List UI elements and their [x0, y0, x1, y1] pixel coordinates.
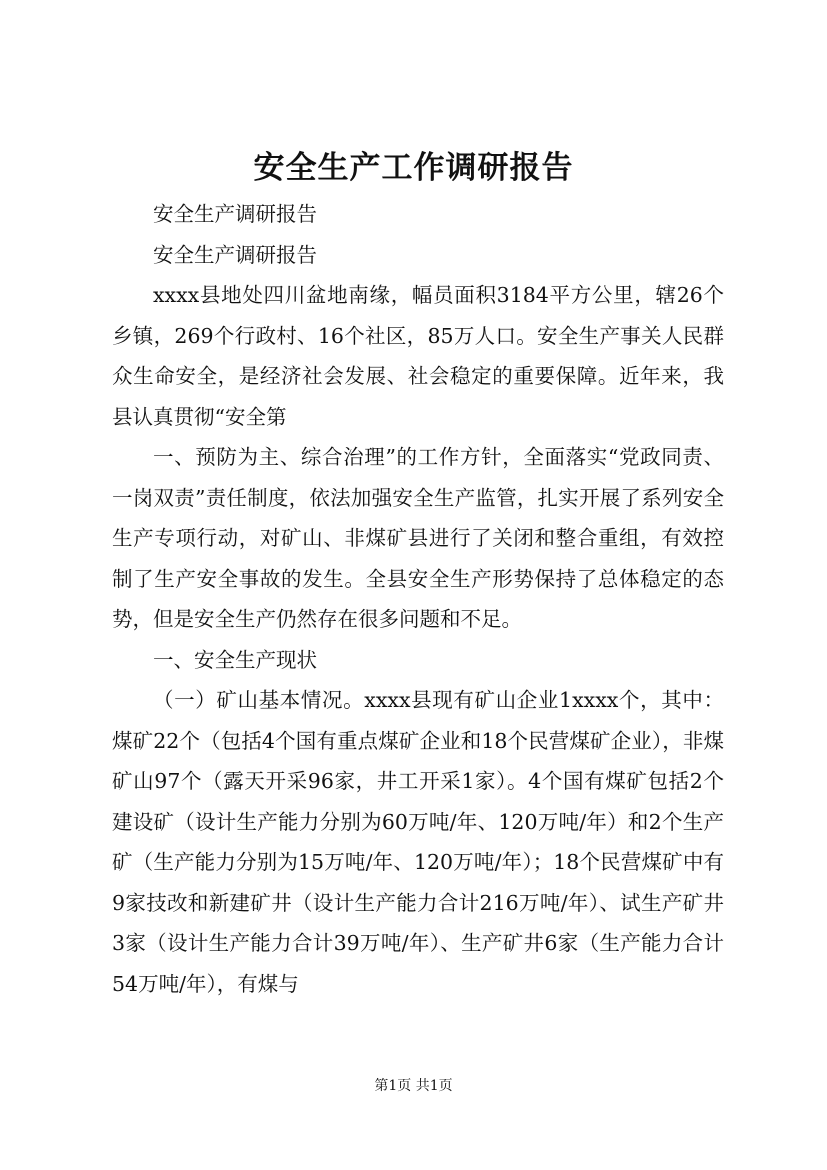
paragraph-subtitle-1: 安全生产调研报告 — [153, 202, 317, 226]
paragraph-mines: （一）矿山基本情况。xxxx县现有矿山企业1xxxx个，其中：煤矿22个（包括4个国有重点煤矿企业和18个民营煤矿企业），非煤矿山97个（露天开采96家，井工开采1家）。4个国有煤矿包括2个建设矿（设计生产能力分别为60万吨/年、120万吨/年）和2个生产矿（生产能力分别为15万吨/年、120万吨/年）；18个民营煤矿中有9家技改和新建矿井（设计生产能力合计216万吨/年）、试生产矿井3家（设计生产能力合计39万吨/年）、生产矿井6家（生产能力合计54万吨/年），有煤与 — [112, 688, 724, 996]
paragraph-policy: 一、预防为主、综合治理”的工作方针，全面落实“党政同责、一岗双责”责任制度，依法加强安全生产监管，扎实开展了系列安全生产专项行动，对矿山、非煤矿县进行了关闭和整合重组，有效控制了生产安全事故的发生。全县安全生产形势保持了总体稳定的态势，但是安全生产仍然存在很多问题和不足。 — [112, 445, 724, 631]
paragraph-overview: xxxx县地处四川盆地南缘，幅员面积3184平方公里，辖26个乡镇，269个行政村、16个社区，85万人口。安全生产事关人民群众生命安全，是经济社会发展、社会稳定的重要保障。近年来，我县认真贯彻“安全第 — [112, 283, 724, 429]
page-number-footer: 第1页 共1页 — [374, 1078, 453, 1094]
document-title: 安全生产工作调研报告 — [253, 150, 574, 186]
section-heading-status: 一、安全生产现状 — [153, 647, 317, 672]
document-body — [112, 194, 724, 1004]
paragraph-subtitle-2: 安全生产调研报告 — [153, 242, 317, 267]
